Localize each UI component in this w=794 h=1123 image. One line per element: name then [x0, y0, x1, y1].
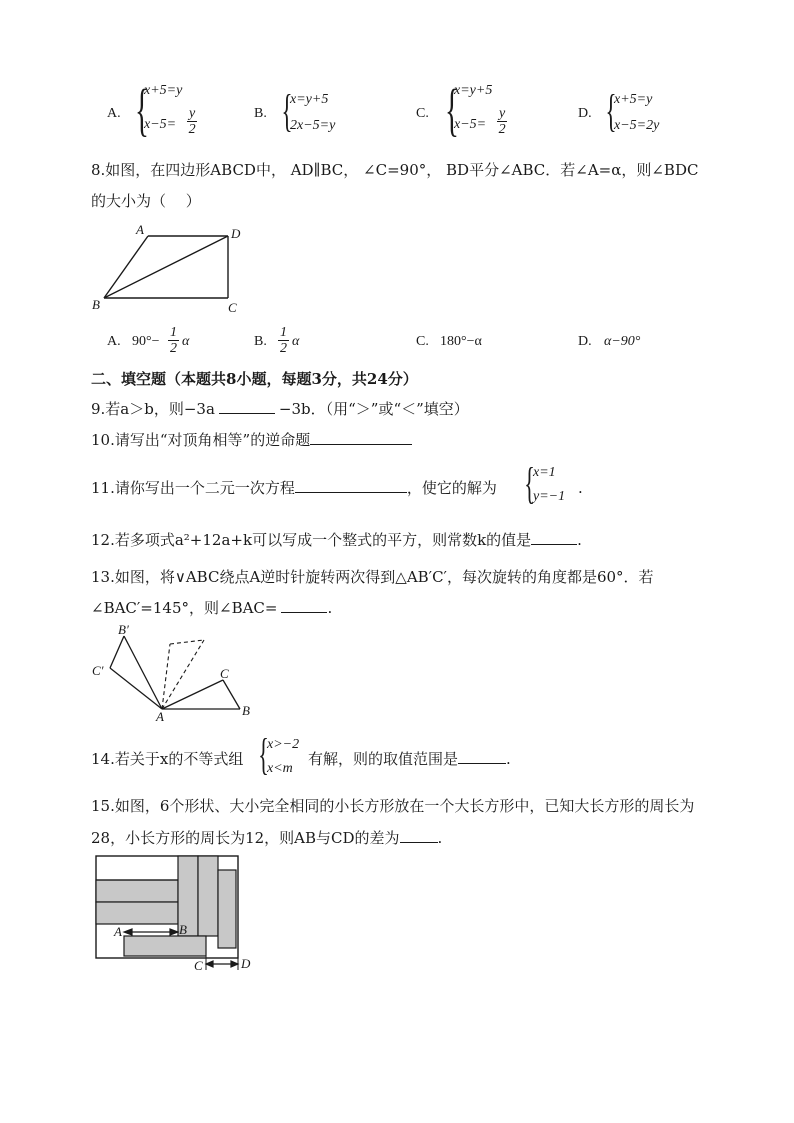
q10-stem: 10.请写出“对顶角相等”的逆命题	[91, 430, 412, 450]
q9-stem: 9.若a＞b，则−3a −3b．（用“＞”或“＜”填空）	[91, 400, 469, 418]
q7-option-d-label: D.	[578, 106, 592, 121]
q14-stem-pre: 14.若关于x的不等式组	[91, 750, 244, 768]
q11-stem: 11.请你写出一个二元一次方程 ，使它的解为	[91, 479, 497, 497]
brace-icon: {	[605, 85, 617, 136]
q8-option-a-post: α	[182, 334, 190, 349]
q14-inequality-1: x>−2	[267, 737, 300, 752]
section-title: 二、填空题（本题共8小题，每题3分，共24分）	[91, 370, 418, 388]
q15-label-c: C	[194, 958, 203, 973]
q7-option-a-fraction: $\frac{y}{2}$	[188, 106, 196, 137]
q7-option-b-label: B.	[254, 106, 267, 121]
q8-option-b-label: B.	[254, 334, 267, 349]
q13-label-b-prime: B′	[118, 622, 129, 637]
q12-stem: 12.若多项式a²+12a+k可以写成一个整式的平方，则常数k的值是 .	[91, 531, 582, 549]
q11-solution-y: y=−1	[533, 489, 566, 504]
q8-option-b-post: α	[292, 334, 300, 349]
q8-option-a-fraction: $\frac{1}{2}$	[170, 325, 177, 356]
q15-answer-blank[interactable]	[400, 842, 438, 843]
q7-option-d-eq1: x+5=y	[614, 92, 653, 107]
q15-label-d: D	[241, 956, 251, 971]
q9-answer-blank[interactable]	[219, 413, 275, 414]
q13-rotation-figure	[88, 622, 268, 722]
q12-answer-blank[interactable]	[531, 544, 577, 545]
q8-option-d-text: α−90°	[604, 334, 641, 349]
brace-icon: {	[524, 459, 535, 508]
q14-stem-post: 有解，则的取值范围是 .	[308, 750, 511, 768]
q8-option-c-text: 180°−α	[440, 334, 482, 349]
q11-solution-x: x=1	[533, 465, 556, 480]
q7-option-c-label: C.	[416, 106, 429, 121]
q8-option-d-label: D.	[578, 334, 592, 349]
q8-option-a-label: A.	[107, 334, 121, 349]
brace-icon: {	[134, 77, 149, 142]
q13-stem-line1: 13.如图，将∨ABC绕点A逆时针旋转两次得到△AB′C′，每次旋转的角度都是60°．若	[91, 568, 654, 586]
brace-icon: {	[444, 77, 459, 142]
q7-option-c-eq1: x=y+5	[454, 83, 493, 98]
q7-option-a-eq2: x−5=	[144, 117, 177, 132]
q8-label-c: C	[228, 300, 237, 315]
q15-stem-line1: 15.如图，6个形状、大小完全相同的小长方形放在一个大长方形中，已知大长方形的周长为	[91, 797, 695, 815]
q8-quadrilateral-figure	[88, 222, 258, 318]
q7-option-c-eq2: x−5=	[454, 117, 487, 132]
q13-label-a: A	[156, 709, 164, 722]
q11-period: .	[578, 479, 583, 497]
q8-option-a-pre: 90°−	[132, 334, 160, 349]
q15-stem-line2: 28，小长方形的周长为12，则AB与CD的差为 .	[91, 829, 443, 847]
q8-label-b: B	[92, 297, 100, 312]
q14-answer-blank[interactable]	[458, 763, 506, 764]
q10-answer-blank[interactable]	[310, 444, 412, 445]
q7-option-a-label: A.	[107, 106, 121, 121]
q8-stem-line1: 8.如图，在四边形ABCD中， AD∥BC， ∠C=90°， BD平分∠ABC．若∠A=α，则∠BDC	[91, 161, 699, 179]
q13-label-c-prime: C′	[92, 663, 104, 678]
q15-label-b: B	[179, 922, 187, 937]
q13-label-c: C	[220, 666, 229, 681]
q15-label-a: A	[114, 924, 122, 939]
q8-stem-line2: 的大小为（ ）	[91, 192, 201, 210]
q8-label-d: D	[231, 226, 241, 241]
q11-answer-blank[interactable]	[295, 492, 407, 493]
q13-answer-blank[interactable]	[281, 612, 327, 613]
brace-icon: {	[281, 85, 293, 136]
q7-option-a-eq1: x+5=y	[144, 83, 183, 98]
q8-option-b-fraction: $\frac{1}{2}$	[280, 325, 287, 356]
q8-label-a: A	[136, 222, 144, 237]
q13-stem-line2: ∠BAC′=145°，则∠BAC= .	[91, 599, 333, 617]
q13-label-b: B	[242, 703, 250, 718]
brace-icon: {	[258, 730, 269, 779]
q15-rectangles-figure	[88, 852, 268, 976]
q7-option-b-eq2: 2x−5=y	[290, 118, 336, 133]
q8-option-c-label: C.	[416, 334, 429, 349]
q14-inequality-2: x<m	[267, 761, 293, 776]
q7-option-c-fraction: $\frac{y}{2}$	[498, 106, 506, 137]
q7-option-d-eq2: x−5=2y	[614, 118, 660, 133]
q7-option-b-eq1: x=y+5	[290, 92, 329, 107]
